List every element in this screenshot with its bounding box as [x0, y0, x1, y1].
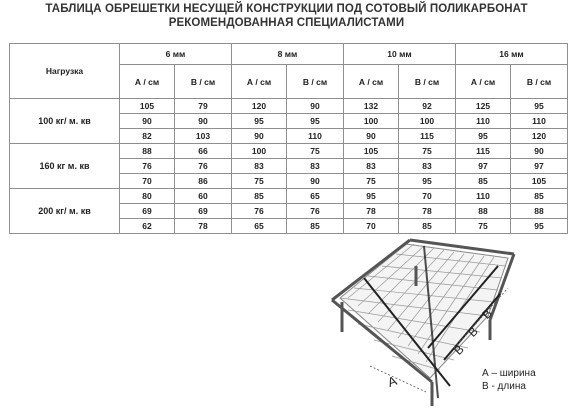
- value-cell: 65: [232, 219, 287, 234]
- value-cell: 78: [175, 219, 232, 234]
- lathing-table: [9, 43, 568, 234]
- thickness-header-10: 10 мм: [344, 44, 456, 65]
- document-title: [0, 2, 573, 30]
- value-cell: 75: [399, 144, 456, 159]
- value-cell: 110: [456, 189, 511, 204]
- sub-header-b: В / см: [399, 65, 456, 99]
- value-cell: 88: [456, 204, 511, 219]
- width-label-a: A: [385, 372, 399, 390]
- sub-header-a: А / см: [456, 65, 511, 99]
- value-cell: 115: [399, 129, 456, 144]
- value-cell: 88: [120, 144, 175, 159]
- value-cell: 105: [511, 174, 568, 189]
- sub-header-b: В / см: [511, 65, 568, 99]
- value-cell: 95: [511, 219, 568, 234]
- value-cell: 70: [399, 189, 456, 204]
- length-label-b-2: B: [465, 324, 481, 340]
- table-row: [10, 144, 568, 159]
- value-cell: 85: [232, 189, 287, 204]
- sub-header-a: А / см: [120, 65, 175, 99]
- value-cell: 83: [287, 159, 344, 174]
- value-cell: 95: [344, 189, 399, 204]
- value-cell: 76: [175, 159, 232, 174]
- sub-header-a: А / см: [344, 65, 399, 99]
- value-cell: 115: [456, 144, 511, 159]
- value-cell: 105: [344, 144, 399, 159]
- value-cell: 65: [287, 189, 344, 204]
- sub-header-a: А / см: [232, 65, 287, 99]
- title-line-1: ТАБЛИЦА ОБРЕШЕТКИ НЕСУЩЕЙ КОНСТРУКЦИИ ПОД СОТОВЫЙ ПОЛИКАРБОНАТ: [45, 3, 528, 15]
- value-cell: 85: [287, 219, 344, 234]
- sub-header-b: В / см: [175, 65, 232, 99]
- value-cell: 110: [511, 114, 568, 129]
- value-cell: 90: [344, 129, 399, 144]
- value-cell: 85: [511, 189, 568, 204]
- value-cell: 75: [344, 174, 399, 189]
- value-cell: 88: [511, 204, 568, 219]
- value-cell: 97: [511, 159, 568, 174]
- value-cell: 103: [175, 129, 232, 144]
- value-cell: 85: [456, 174, 511, 189]
- load-header: Нагрузка: [10, 44, 120, 99]
- value-cell: 76: [232, 204, 287, 219]
- value-cell: 78: [399, 204, 456, 219]
- value-cell: 132: [344, 99, 399, 114]
- sub-header-b: В / см: [287, 65, 344, 99]
- value-cell: 95: [399, 174, 456, 189]
- legend-length: В - длина: [482, 381, 526, 392]
- value-cell: 75: [287, 144, 344, 159]
- value-cell: 110: [456, 114, 511, 129]
- value-cell: 120: [232, 99, 287, 114]
- value-cell: 90: [287, 99, 344, 114]
- value-cell: 120: [511, 129, 568, 144]
- value-cell: 110: [287, 129, 344, 144]
- value-cell: 100: [232, 144, 287, 159]
- value-cell: 78: [344, 204, 399, 219]
- value-cell: 76: [120, 159, 175, 174]
- value-cell: 66: [175, 144, 232, 159]
- value-cell: 75: [232, 174, 287, 189]
- value-cell: 62: [120, 219, 175, 234]
- legend-width: А – ширина: [482, 368, 536, 379]
- value-cell: 83: [344, 159, 399, 174]
- title-line-2: РЕКОМЕНДОВАННАЯ СПЕЦИАЛИСТАМИ: [168, 17, 405, 29]
- value-cell: 100: [344, 114, 399, 129]
- value-cell: 86: [175, 174, 232, 189]
- value-cell: 75: [456, 219, 511, 234]
- value-cell: 70: [344, 219, 399, 234]
- table-row: [10, 189, 568, 204]
- value-cell: 95: [456, 129, 511, 144]
- value-cell: 69: [175, 204, 232, 219]
- value-cell: 100: [399, 114, 456, 129]
- value-cell: 80: [120, 189, 175, 204]
- value-cell: 125: [456, 99, 511, 114]
- value-cell: 95: [232, 114, 287, 129]
- value-cell: 97: [456, 159, 511, 174]
- load-cell: 200 кг/ м. кв: [10, 189, 120, 234]
- thickness-header-16: 16 мм: [456, 44, 568, 65]
- load-cell: 160 кг м. кв: [10, 144, 120, 189]
- value-cell: 83: [399, 159, 456, 174]
- value-cell: 95: [511, 99, 568, 114]
- value-cell: 85: [399, 219, 456, 234]
- value-cell: 90: [287, 174, 344, 189]
- lathing-diagram: [318, 236, 570, 408]
- value-cell: 90: [511, 144, 568, 159]
- value-cell: 90: [120, 114, 175, 129]
- value-cell: 92: [399, 99, 456, 114]
- thickness-header-6: 6 мм: [120, 44, 232, 65]
- load-cell: 100 кг/ м. кв: [10, 99, 120, 144]
- length-label-b-3: B: [479, 306, 495, 322]
- value-cell: 90: [232, 129, 287, 144]
- value-cell: 90: [175, 114, 232, 129]
- value-cell: 69: [120, 204, 175, 219]
- value-cell: 95: [287, 114, 344, 129]
- value-cell: 105: [120, 99, 175, 114]
- length-label-b-1: B: [451, 342, 467, 358]
- thickness-header-8: 8 мм: [232, 44, 344, 65]
- value-cell: 82: [120, 129, 175, 144]
- value-cell: 60: [175, 189, 232, 204]
- value-cell: 79: [175, 99, 232, 114]
- value-cell: 70: [120, 174, 175, 189]
- table-row: [10, 99, 568, 114]
- value-cell: 76: [287, 204, 344, 219]
- value-cell: 83: [232, 159, 287, 174]
